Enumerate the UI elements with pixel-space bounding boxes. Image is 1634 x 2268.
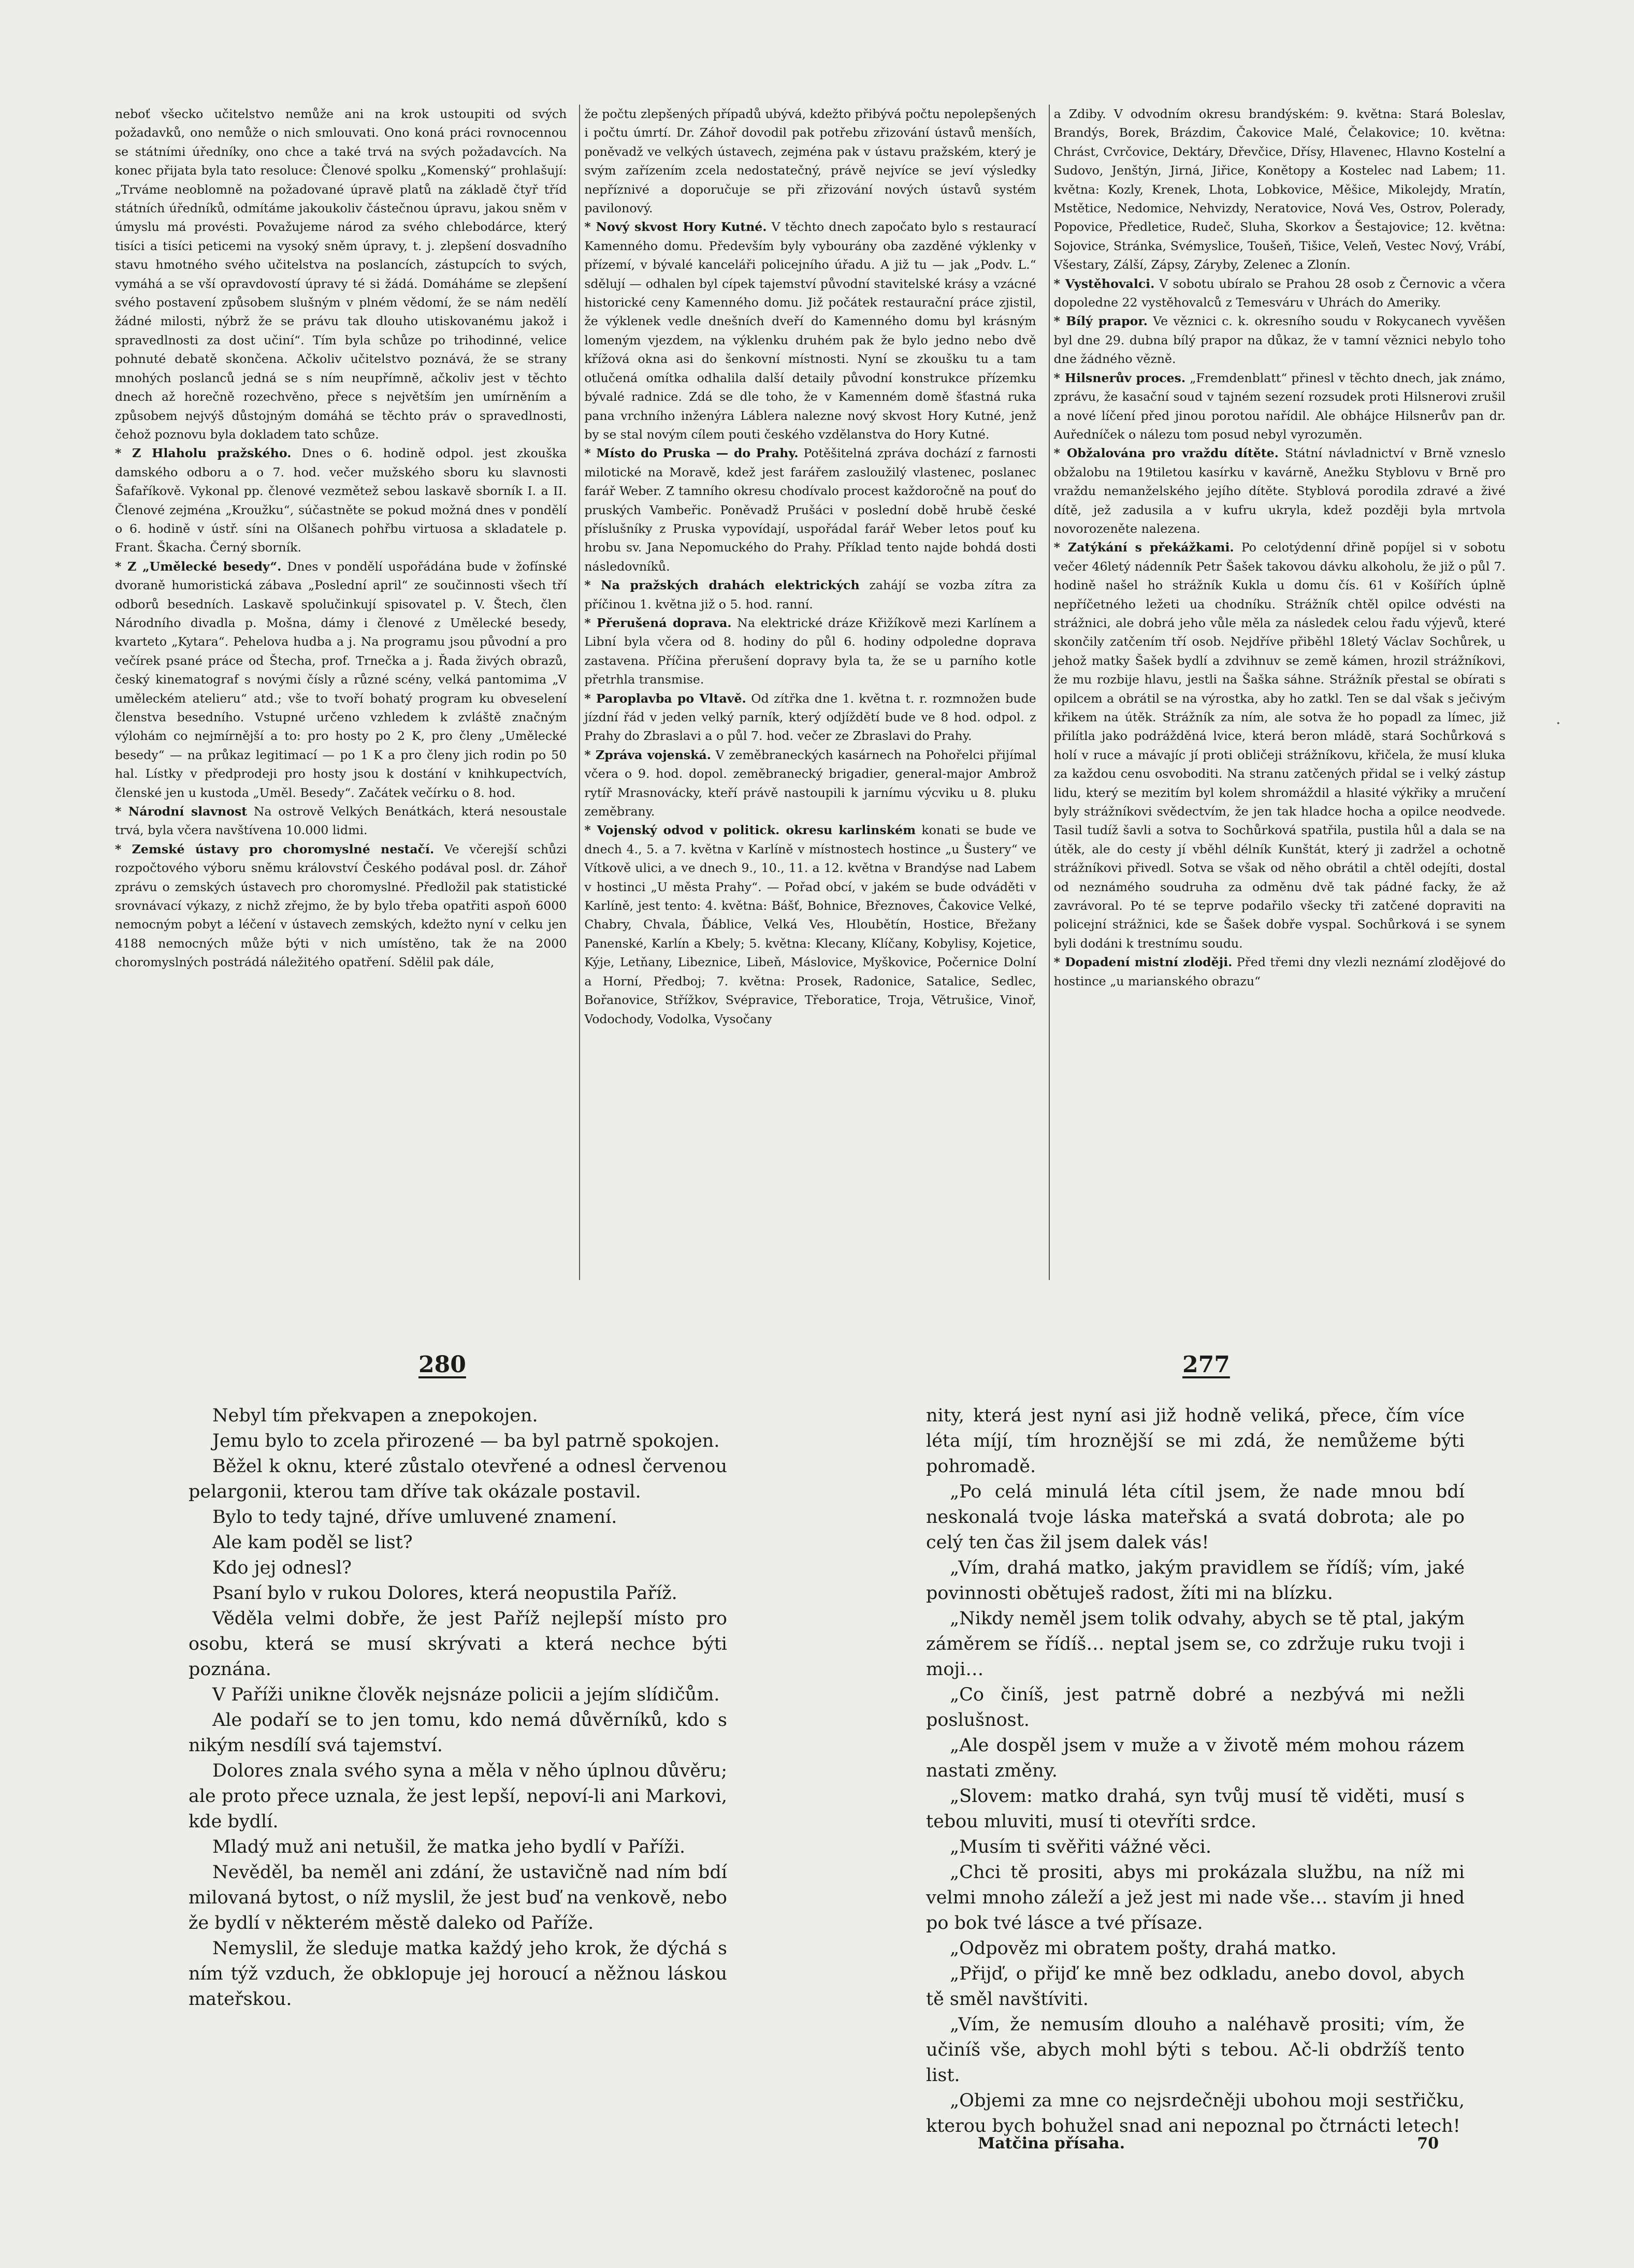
news-heading: * Hilsnerův proces.	[1053, 370, 1186, 385]
book-paragraph: Jemu bylo to zcela přirozené — ba byl patrně spokojen.	[212, 1431, 720, 1451]
margin-mark: ·	[1556, 715, 1561, 733]
news-text: neboť všecko učitelstvo nemůže ani na krok ustoupiti od svých požadavků, ono nemůže o nich smlouvati. Ono koná práci rovnocennou se státními úředníky, ono chce a také trvá na svých požadavcích. Na konec přijata byla tato resoluce: Členové spolku „Komenský“ prohlašují: „Trváme neoblomně na požadované úpravě platů na základě čtyř tříd státních úředníků, odmítáme jakoukoliv částečnou úpravu, jakou sněm v úmyslu má provésti. Považujeme národ za svého chlebodárce, který tisíci a tisíci peticemi na vysoký sněm úpravy, t. j. zlepšení dosvadního stavu hmotného svého učitelstva na poslancích, zástupcích to svých, vymáhá a se vší opravdovostí úpravy té si žádá. Domáháme se zlepšení svého postavení způsobem slušným v plném vědomí, že se nám nedělí žádné milosti, nýbrž že se právu tak dlouho utiskovanému jakož i spravedlnosti za dost učiní“. Tím byla schůze po trihodinné, velice pohnuté debatě skončena. Ačkoliv učitelstvo poznává, že se strany mnohých poslanců jedná se s ním neupřímně, ačkoliv jest v těchto dnech až horečně rozechvěno, přece s největším jen umírněním a způsobem nejvýš důstojným domáhá se těchto práv o spravedlnosti, čehož poznovu byla dokladem tato schůze.	[115, 107, 567, 442]
book-paragraph: Bylo to tedy tajné, dříve umluvené znamení.	[212, 1507, 617, 1528]
news-heading: * Místo do Pruska — do Prahy.	[584, 446, 799, 461]
book-paragraph: „Vím, že nemusím dlouho a naléhavě prositi; vím, že učiníš vše, abych mohl býti s tebou. Ač-li obdržíš tento list.	[926, 2014, 1465, 2086]
book-paragraph: „Po celá minulá léta cítil jsem, že nade mnou bdí neskonalá tvoje láska mateřská a svatá dobrota; ale po celý ten čas žil jsem dalek vás!	[926, 1481, 1465, 1553]
news-heading: * Vojenský odvod v politick. okresu karlinském	[584, 823, 916, 838]
book-paragraph: Ale podaří se to jen tomu, kdo nemá důvěrníků, kdo s nikým nesdílí svá tajemství.	[189, 1710, 727, 1756]
book-paragraph: „Musím ti svěřiti vážné věci.	[950, 1837, 1211, 1857]
news-text: „Fremdenblatt“ přinesl v těchto dnech, jak známo, zprávu, že kasační soud v tajném sezení rozsudek proti Hilsnerovi zrušil a nové líčení před jinou porotou nařídil. Ale obhájce Hilsnerův pan dr. Auředníček o nálezu tom posud nebyl vyrozuměn.	[1053, 370, 1506, 442]
news-text: Od zítřka dne 1. května t. r. rozmnožen bude jízdní řád v jeden velký parník, který odjíždětí bude ve 8 hod. odpol. z Prahy do Zbraslavi a o půl 7. hod. večer ze Zbraslavi do Prahy.	[584, 691, 1036, 744]
book-paragraph: „Co činíš, jest patrně dobré a nezbývá mi nežli poslušnost.	[926, 1684, 1465, 1731]
book-paragraph: Běžel k oknu, které zůstalo otevřené a odnesl červenou pelargonii, kterou tam dříve tak okázale postavil.	[189, 1456, 727, 1502]
news-heading: * Paroplavba po Vltavě.	[584, 691, 746, 706]
news-paragraph	[115, 802, 567, 840]
news-heading: * Zemské ústavy pro choromyslné nestačí.	[115, 841, 435, 856]
book-paragraph: Nemyslil, že sleduje matka každý jeho krok, že dýchá s ním týž vzduch, že obklopuje jej horoucí a něžnou láskou mateřskou.	[189, 1938, 727, 2010]
book-paragraph: Psaní bylo v rukou Dolores, která neopustila Paříž.	[212, 1583, 677, 1604]
news-heading: * Národní slavnost	[115, 804, 248, 819]
news-paragraph	[584, 614, 1036, 689]
news-text: že počtu zlepšených případů ubývá, kdežto přibývá počtu nepolepšených i počtu úmrtí. Dr. Záhoř dovodil pak potřebu zřizování ústavů menších, poněvadž ve velkých ústavech, zejména pak v ústavu pražském, který je svým zařízením zcela nedostatečný, právě nejvíce se jeví výsledky nepříznivé a doporučuje se při zřizování nových ústavů systém pavilonový.	[584, 107, 1036, 216]
book-paragraph: nity, která jest nyní asi již hodně veliká, přece, čím více léta míjí, tím hroznější se mi zdá, že nemůžeme býti pohromadě.	[926, 1405, 1465, 1477]
news-heading: * Nový skvost Hory Kutné.	[584, 220, 767, 235]
news-paragraph	[584, 576, 1036, 614]
page-number-right: 277	[1182, 1351, 1230, 1378]
news-paragraph	[115, 840, 567, 972]
book-paragraph: Kdo jej odnesl?	[212, 1558, 352, 1578]
news-heading: * Dopadení mistní zloději.	[1053, 955, 1233, 970]
book-paragraph: Ale kam poděl se list?	[212, 1532, 413, 1553]
book-paragraph: Nevěděl, ba neměl ani zdání, že ustavičně nad ním bdí milovaná bytost, o níž myslil, že jest buď na venkově, nebo že bydlí v některém městě daleko od Paříže.	[189, 1862, 727, 1933]
book-paragraph: „Odpověz mi obratem pošty, drahá matko.	[950, 1938, 1337, 1959]
news-heading: * Obžalována pro vraždu dítěte.	[1053, 446, 1279, 461]
book-footer	[978, 2134, 1439, 2153]
news-paragraph	[584, 689, 1036, 746]
news-text: Ve věznici c. k. okresního soudu v Rokycanech vyvěšen byl dne 29. dubna bílý prapor na důkaz, že v tamní věznici nebylo toho dne žádného vězně.	[1053, 314, 1506, 367]
news-paragraph	[115, 105, 567, 444]
book-paragraph: „Slovem: matko drahá, syn tvůj musí tě viděti, musí s tebou mluviti, musí ti otevříti srdce.	[926, 1786, 1465, 1832]
news-text: Státní návladnictví v Brně vzneslo obžalobu na 19tiletou kasírku v kavárně, Anežku Styblovu v Brně pro vraždu nemanželského jejího dítěte. Styblová porodila zdravé a živé dítě, jež zadusila a v kufru ukryla, kdež později byla mrtvola novorozeněte nalezena.	[1053, 446, 1506, 536]
news-text: konati se bude ve dnech 4., 5. a 7. května v Karlíně v místnostech hostince „u Šustery“ ve Vítkově ulici, a ve dnech 9., 10., 11. a 12. května v Brandýse nad Labem v hostinci „U města Prahy“. — Pořad obcí, v jakém se bude odváděti v Karlíně, jest tento: 4. května: Bášť, Bohnice, Březnoves, Čakovice Velké, Chabry, Chvala, Ďáblice, Velká Ves, Hloubětín, Hostice, Břežany Panenské, Karlín a Kbely; 5. května: Klecany, Klíčany, Kobylisy, Kojetice, Kýje, Letňany, Libeznice, Libeň, Máslovice, Myškovice, Počernice Dolní a Horní, Předboj; 7. května: Prosek, Radonice, Satalice, Sedlec, Bořanovice, Střížkov, Svépravice, Třeboratice, Troja, Větrušice, Vinoř, Vodochody, Vodolka, Vysočany	[584, 823, 1036, 1026]
book-paragraph: „Ale dospěl jsem v muže a v životě mém mohou rázem nastati změny.	[926, 1735, 1465, 1781]
news-paragraph	[584, 444, 1036, 576]
newspaper-column-1	[115, 105, 567, 1280]
news-paragraph	[1054, 274, 1506, 312]
news-heading: * Přerušená doprava.	[584, 615, 732, 630]
news-paragraph	[584, 105, 1036, 217]
book-page-left	[189, 1403, 727, 2012]
news-heading: * Vystěhovalci.	[1053, 276, 1155, 291]
news-paragraph	[1054, 105, 1506, 274]
book-paragraph: Dolores znala svého syna a měla v něho úplnou důvěru; ale proto přece uznala, že jest lepší, nepoví-li ani Markovi, kde bydlí.	[189, 1761, 727, 1832]
news-text: V zeměbraneckých kasárnech na Pohořelci přijímal včera o 9. hod. dopol. zeměbranecký brigadier, general-major Ambrož rytíř Mrasnovácky, kteří právě nastoupili k jarnímu výcviku u 8. pluku zeměbrany.	[584, 747, 1036, 819]
signature-number: 70	[1417, 2134, 1439, 2153]
news-paragraph	[1054, 312, 1506, 368]
news-paragraph	[1054, 369, 1506, 444]
news-text: Dnes v pondělí uspořádána bude v žofínské dvoraně humoristická zábava „Poslední april“ ze součinnosti všech tří odborů besedních. Laskavě spolučinkují spisovatel p. V. Štech, člen Národního divadla p. Mošna, dámy i členové z Umělecké besedy, kvarteto „Kytara“. Pehelova hudba a j. Na programu jsou původní a pro večírek psané práce od Štecha, prof. Trnečka a j. Řada živých obrazů, český kinematograf s novými čísly a různé scény, velká pantomima „V uměleckém atelieru“ atd.; vše to tvoří bohatý program ku obveselení členstva besedního. Vstupné určeno vzhledem k zvláště značným výlohám co nejmírnější a to: pro hosty po 2 K, pro členy „Umělecké besedy“ — na průkaz legitimací — po 1 K a pro členy jich rodin po 50 hal. Lístky v předprodeji pro hosty jsou k dostání v knihkupectvích, členské jen u kustoda „Uměl. Besedy“. Začátek večírku o 8. hod.	[115, 559, 567, 800]
book-paragraph: V Paříži unikne člověk nejsnáze policii a jejím slídičům.	[212, 1684, 720, 1705]
news-paragraph	[584, 821, 1036, 1028]
book-paragraph: Věděla velmi dobře, že jest Paříž nejlepší místo pro osobu, která se musí skrývati a která nechce býti poznána.	[189, 1608, 727, 1680]
news-text: a Zdiby. V odvodním okresu brandýském: 9. května: Stará Boleslav, Brandýs, Borek, Brázdim, Čakovice Malé, Čelakovice; 10. května: Chrást, Cvrčovice, Dektáry, Dřevčice, Dřísy, Hlavenec, Hlavno Kostelní a Sudovo, Jenštýn, Jirná, Jiřice, Konětopy a Kostelec nad Labem; 11. května: Kozly, Krenek, Lhota, Lobkovice, Měšice, Mikolejdy, Mratín, Mstětice, Nedomice, Nehvizdy, Neratovice, Nová Ves, Ostrov, Polerady, Popovice, Předletice, Rudeč, Sluha, Skorkov a Šestajovice; 12. května: Sojovice, Stránka, Svémyslice, Toušeň, Tišice, Veleň, Vestec Nový, Vrábí, Všestary, Zálší, Zápsy, Záryby, Zelenec a Zlonín.	[1053, 107, 1506, 272]
book-paragraph: „Přijď, o přijď ke mně bez odkladu, anebo dovol, abych tě směl navštíviti.	[926, 1964, 1465, 2010]
news-paragraph	[115, 557, 567, 802]
newspaper-column-2	[579, 105, 1036, 1280]
newspaper-column-3	[1049, 105, 1506, 1280]
news-paragraph	[1054, 538, 1506, 953]
news-paragraph	[1054, 444, 1506, 538]
news-heading: * Zpráva vojenská.	[584, 747, 711, 762]
news-paragraph	[584, 217, 1036, 444]
book-paragraph: „Objemi za mne co nejsrdečněji ubohou moji sestřičku, kterou bych bohužel snad ani nepoznal po čtrnácti letech!	[926, 2090, 1465, 2136]
news-text: Na elektrické dráze Křižíkově mezi Karlínem a Libní byla včera od 8. hodiny do půl 6. hodiny odpoledne doprava zastavena. Příčina přerušení dopravy byla ta, že se u parního kotle přetrhla transmise.	[584, 615, 1036, 687]
news-text: Potěšitelná zpráva dochází z farnosti milotické na Moravě, kdež jest farářem zasloužilý vlastenec, poslanec farář Weber. Z tamního okresu chodívalo procest každoročně na pouť do pruských Vambeřic. Poněvadž Prušáci v poslední době hrubě české příslušníky z Pruska vypovídají, uspořádal farář Weber letos pouť ku hrobu sv. Jana Nepomuckého do Prahy. Příklad tento najde bohdá dosti následovníků.	[584, 446, 1036, 574]
news-paragraph	[1054, 953, 1506, 991]
news-text: Na ostrově Velkých Benátkách, která nesoustale trvá, byla včera navštívena 10.000 lidmi.	[115, 804, 567, 838]
news-heading: * Na pražských drahách elektrických	[584, 578, 860, 593]
news-paragraph	[584, 746, 1036, 821]
news-heading: * Bílý prapor.	[1053, 314, 1148, 329]
book-title-footer: Matčina přísaha.	[978, 2134, 1125, 2153]
book-paragraph: Mladý muž ani netušil, že matka jeho bydlí v Paříži.	[212, 1837, 686, 1857]
news-text: Dnes o 6. hodině odpol. jest zkouška damského odboru a o 7. hod. večer mužského sboru ku slavnosti Šafaříkově. Vykonal pp. členové vezmětež sebou laskavě sborník I. a II. Členové zejména „Kroužku“, súčastněte se pokud možná dnes v pondělí o 6. hodině v ústř. síni na Olšanech pohřbu virtuosa a skladatele p. Frant. Škacha. Černý sborník.	[115, 446, 567, 555]
news-text: V těchto dnech započato bylo s restaurací Kamenného domu. Především byly vybourány oba zazděné výklenky v přízemí, v bývalé kanceláři policejního úřadu. A již tu — jak „Podv. L.“ sdělují — odhalen byl cípek tajemství původní stavitelské krásy a vzácné historické ceny Kamenného domu. Již počátek restaurační práce zjistil, že výklenek vedle dnešních dveří do Kamenného domu byl krásným lomeným vjezdem, na výklenku druhém pak že bylo jedno nebo dvě křížová okna asi do šenkovní místnosti. Nyní se zkoušku tu a tam otlučená omítka odhalila další detaily původní konstrukce přízemku bývalé radnice. Zdá se dle toho, že v Kamenném domě šťastná ruka pana vrchního inženýra Láblera nalezne nový skvost Hory Kutné, jenž by se stal novým cílem pouti českého vzdělanstva do Hory Kutné.	[584, 220, 1036, 442]
news-heading: * Zatýkání s překážkami.	[1053, 540, 1234, 555]
newspaper-page	[115, 105, 1506, 1280]
news-heading: * Z „Umělecké besedy“.	[115, 559, 282, 574]
book-paragraph: „Nikdy neměl jsem tolik odvahy, abych se tě ptal, jakým záměrem se řídíš… neptal jsem se, co zdržuje ruku tvoji i moji…	[926, 1608, 1465, 1680]
book-paragraph: Nebyl tím překvapen a znepokojen.	[212, 1405, 538, 1426]
book-paragraph: „Chci tě prositi, abys mi prokázala službu, na níž mi velmi mnoho záleží a jež jest mi nade vše… stavím ji hned po bok tvé lásce a tvé přísaze.	[926, 1862, 1465, 1933]
book-paragraph: „Vím, drahá matko, jakým pravidlem se řídíš; vím, jaké povinnosti obětuješ radost, žíti mi na blízku.	[926, 1558, 1465, 1604]
page-number-left: 280	[418, 1351, 466, 1378]
news-text: Ve včerejší schůzi rozpočtového výboru sněmu království Českého podával posl. dr. Záhoř zprávu o zemských ústavech pro choromyslné. Předložil pak statistické srovnávací výkazy, z nichž zřejmo, že by bylo třeba opatřiti aspoň 6000 nemocným pobyt a léčení v ústavech zemských, kdežto nyní v celku jen 4188 nemocných může býti v nich umístěno, tak že na 2000 choromyslných postrádá náležitého opatření. Sdělil pak dále,	[115, 841, 567, 970]
news-text: V sobotu ubíralo se Prahou 28 osob z Černovic a včera dopoledne 22 vystěhovalců z Temesváru v Uhrách do Ameriky.	[1053, 276, 1506, 310]
book-page-right	[926, 1403, 1465, 2139]
news-text: Po celotýdenní dřině popíjel si v sobotu večer 46letý nádenník Petr Šašek takovou dávku alkoholu, že již o půl 7. hodině našel ho strážník Kukla u domu čís. 61 v Košířích úplně nepříčetného ležeti ua chodníku. Strážník chtěl opilce odvésti na strážnici, ale dobrá jeho vůle měla za následek celou řadu výjevů, které skončily zatčením tří osob. Nejdříve přiběhl 18letý Václav Sochůrek, u jehož matky Šašek bydlí a zdvihnuv se země kámen, hrozil strážníkovi, že mu rozbije hlavu, jestli na Šaška sáhne. Strážník přestal se obírati s opilcem a obrátil se na výrostka, aby ho zatkl. Ten se dal však s ječivým křikem na útěk. Strážník za ním, ale sotva že ho popadl za límec, již přilítla jako podrážděná lvice, která beron mládě, stará Sochůrková s holí v ruce a mávajíc jí proti obličeji strážníkovu, křičela, že musí kluka za každou cenu osvoboditi. Na stranu zatčených přidal se i velký zástup lidu, který se mezitím byl kolem shromáždil a hlasité výkřiky a mručení byly strážníkovi svědectvím, že jen tak hladce hocha a opilce neodvede. Tasil tudíž šavli a sotva to Sochůrková spatřila, pustila hůl a dala se na útěk, ale do cesty jí vběhl délník Kunštát, který ji zadržel a ochotně strážníkovi přivedl. Sotva se však od něho obrátil a chtěl odejíti, dostal od neznámého soudruha za odměnu dvě tak pádné facky, že až zavrávoral. Po té se teprve podařilo všecky tři zatčené dopraviti na policejní strážnici, kde se Šašek dobře vyspal. Sochůrková i se synem byli dodáni k trestnímu soudu.	[1053, 540, 1506, 951]
news-text: Před třemi dny vlezli neznámí zlodějové do hostince „u marianského obrazu“	[1053, 955, 1506, 988]
news-text: zahájí se vozba zítra za příčinou 1. května již o 5. hod. ranní.	[584, 578, 1036, 612]
news-paragraph	[115, 444, 567, 557]
news-heading: * Z Hlaholu pražského.	[115, 446, 292, 461]
